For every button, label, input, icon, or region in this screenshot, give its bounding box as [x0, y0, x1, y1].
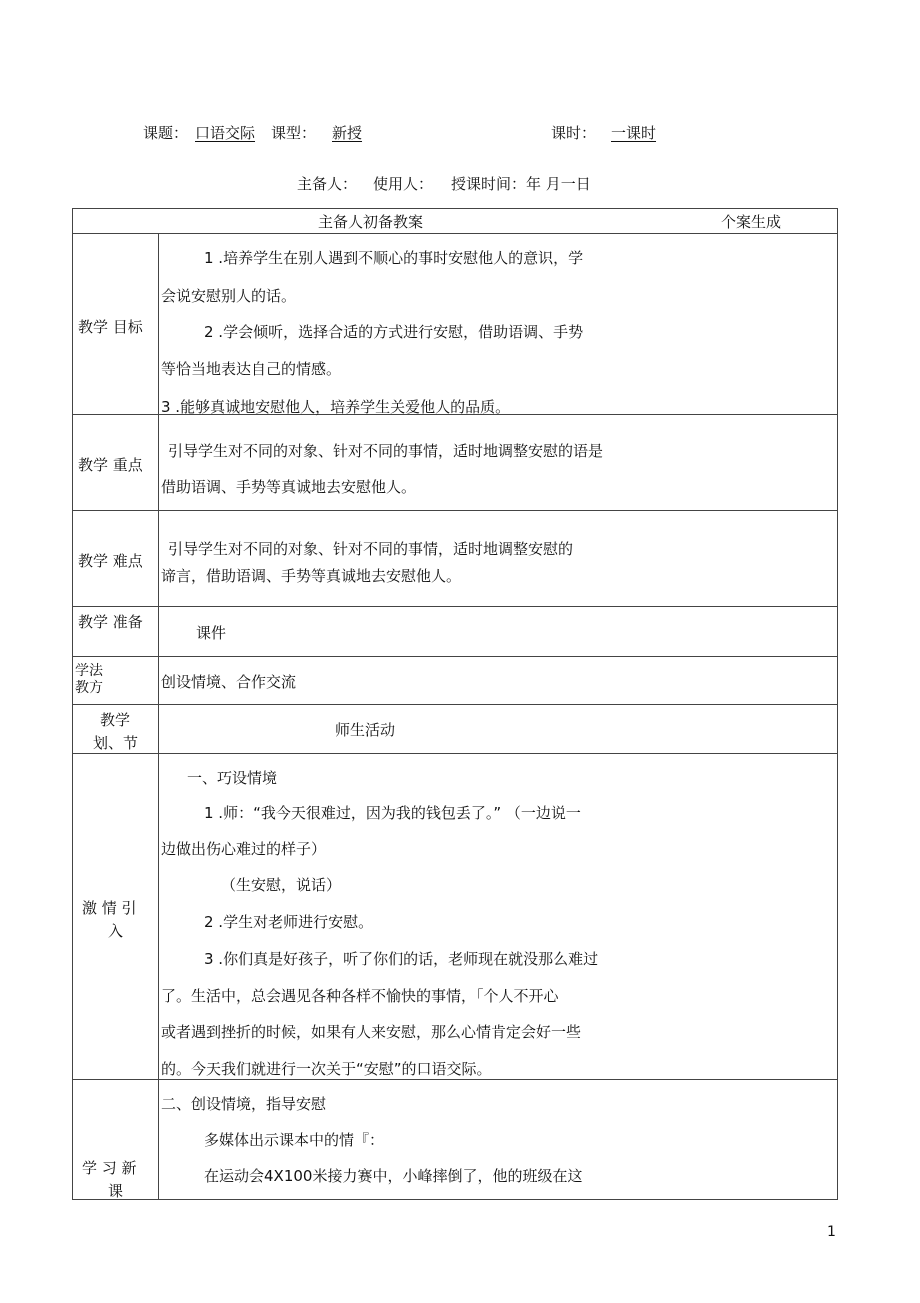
intro-line: 一、巧设情境 [187, 769, 278, 787]
difficulty-line: 谛言，借助语调、手势等真诚地去安慰他人。 [161, 567, 462, 585]
activity-label-bottom: 划、节 [93, 734, 139, 752]
new-lesson-label-bottom: 课 [108, 1182, 124, 1200]
period-value: 一课时 [611, 124, 657, 142]
goals-label: 教学 目标 [78, 318, 143, 336]
topic-value: 口语交际 [195, 124, 256, 142]
new-lesson-label-top: 学 习 新 [82, 1159, 137, 1177]
intro-line: 3 .你们真是好孩子，听了你们的话，老师现在就没那么难过 [204, 950, 599, 968]
intro-label-bottom: 入 [108, 922, 124, 940]
method-label-bottom: 教方 [75, 680, 103, 696]
goal-line: 等恰当地表达自己的情感。 [161, 360, 342, 378]
intro-line: 1 .师：“我今天很难过，因为我的钱包丢了。” （一边说一 [204, 804, 581, 822]
intro-line: （生安慰，说话） [221, 876, 342, 894]
difficulty-line: 引导学生对不同的对象、针对不同的事情，适时地调整安慰的 [168, 540, 574, 558]
goal-line: 1 .培养学生在别人遇到不顺心的事时安慰他人的意识，学 [204, 249, 584, 267]
key-point-line: 引导学生对不同的对象、针对不同的事情，适时地调整安慰的语是 [168, 442, 604, 460]
intro-line: 2 .学生对老师进行安慰。 [204, 913, 374, 931]
difficulties-label: 教学 难点 [78, 552, 143, 570]
method-value: 创设情境、合作交流 [161, 673, 297, 691]
page-number: 1 [827, 1224, 836, 1240]
key-point-line: 借助语调、手势等真诚地去安慰他人。 [161, 478, 417, 496]
preparation-value: 课件 [196, 624, 227, 642]
goal-line: 3 .能够真诚地安慰他人，培养学生关爱他人的品质。 [161, 398, 511, 416]
activity-label-top: 教学 [100, 711, 131, 729]
type-value: 新授 [332, 124, 363, 142]
topic-label: 课题： [143, 124, 189, 142]
new-lesson-line: 多媒体出示课本中的情『： [204, 1131, 385, 1149]
key-points-label: 教学 重点 [78, 456, 143, 474]
intro-line: 的。今天我们就进行一次关于“安慰”的口语交际。 [161, 1060, 492, 1078]
activity-header: 师生活动 [335, 721, 396, 739]
intro-label-top: 激 情 引 [82, 899, 137, 917]
lesson-time: 授课时间：年 月一日 [451, 175, 591, 193]
type-label: 课型： [271, 124, 317, 142]
new-lesson-line: 在运动会4X100米接力赛中，小峰摔倒了，他的班级在这 [204, 1167, 583, 1185]
preparer-label: 主备人： [297, 175, 358, 193]
intro-line: 边做出伤心难过的样子） [161, 840, 327, 858]
method-label-top: 学法 [75, 663, 103, 679]
period-label: 课时： [551, 124, 597, 142]
user-label: 使用人： [373, 175, 434, 193]
goal-line: 会说安慰别人的话。 [161, 287, 297, 305]
goal-line: 2 .学会倾听，选择合适的方式进行安慰，借助语调、手势 [204, 323, 584, 341]
new-lesson-line: 二、创设情境，指导安慰 [161, 1095, 327, 1113]
individual-column-header: 个案生成 [721, 213, 782, 231]
intro-line: 了。生活中，总会遇见各种各样不愉快的事情，「个人不开心 [161, 987, 559, 1005]
intro-line: 或者遇到挫折的时候，如果有人来安慰，那么心情肯定会好一些 [161, 1023, 582, 1041]
preparation-label: 教学 准备 [78, 613, 143, 631]
plan-column-header: 主备人初备教案 [318, 213, 424, 231]
